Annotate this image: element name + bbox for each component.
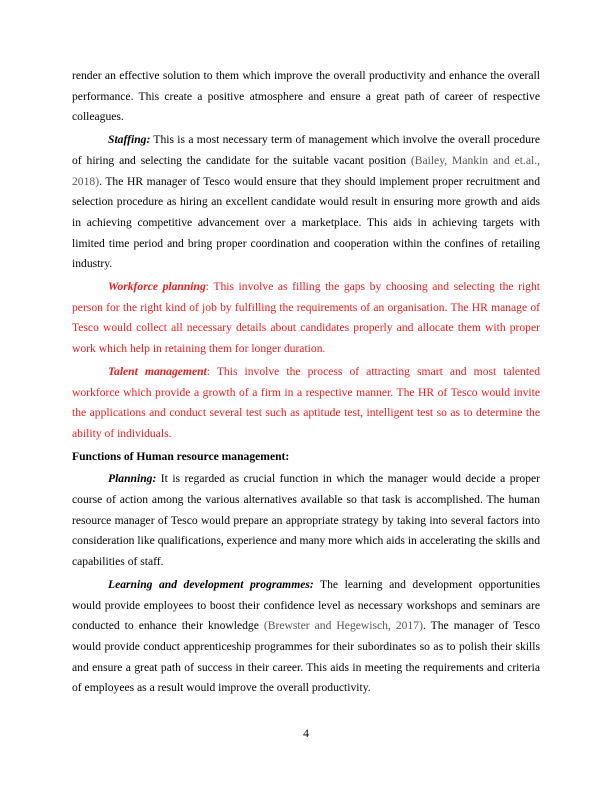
paragraph-intro bbox=[72, 66, 540, 128]
talent-management-text: : This involve the process of attracting smart and most talented workforce which provide a growth of a firm in a respective manner. The HR of Tesco would invite the applications and conduct several test such as aptitude test, intelligent test so as to determine the ability of individuals. bbox=[72, 364, 540, 440]
learning-development-term: Learning and development programmes: bbox=[108, 577, 314, 591]
staffing-text-2: . The HR manager of Tesco would ensure that they should implement proper recruitment and selection procedure as hiring an excellent candidate would result in ensuring more growth and aids in achieving competitive advancement over a marketplace. This aids in achieving targets with limited time period and bring proper coordination and cooperation within the confines of retailing industry. bbox=[72, 174, 540, 271]
paragraph-planning bbox=[72, 469, 540, 573]
section-heading: Functions of Human resource management: bbox=[72, 449, 290, 463]
learning-development-citation: (Brewster and Hegewisch, 2017) bbox=[263, 619, 423, 633]
paragraph-learning-development bbox=[72, 575, 540, 699]
workforce-planning-text: : This involve as filling the gaps by choosing and selecting the right person for the right kind of job by fulfilling the requirements of an organisation. The HR manage of Tesco would collect all necessary details about candidates properly and allocate them with proper work which help in retaining them for longer duration. bbox=[72, 280, 541, 356]
paragraph-staffing bbox=[72, 130, 540, 275]
staffing-citation: (Bailey, Mankin and et.al., 2018) bbox=[72, 153, 541, 188]
staffing-term: Staffing: bbox=[108, 133, 151, 147]
staffing-text-1: This is a most necessary term of management which involve the overall procedure of hiring and selecting the candidate for the suitable vacant position bbox=[72, 133, 540, 167]
paragraph-talent-management bbox=[72, 362, 540, 445]
talent-management-term: Talent management bbox=[108, 364, 207, 378]
learning-development-text-2: . The manager of Tesco would provide conduct apprenticeship programmes for their subordinates so as to polish their skills and ensure a great path of success in their career. This aids in meeting the requirements and criteria of employees as a result would improve the overall productivity. bbox=[72, 619, 541, 695]
document-body bbox=[72, 66, 540, 699]
planning-text: It is regarded as crucial function in which the manager would decide a proper course of action among the various alternatives available so that task is accomplished. The human resource manager of Tesco would prepare an appropriate strategy by taking into several factors into consideration like qualifications, experience and many more which aids in accelerating the skills and capabilities of staff. bbox=[72, 472, 540, 569]
paragraph-workforce-planning bbox=[72, 277, 540, 360]
learning-development-text-1: The learning and development opportunities would provide employees to boost their confidence level as necessary workshops and seminars are conducted to enhance their knowledge bbox=[72, 577, 540, 633]
paragraph-intro-text: render an effective solution to them which improve the overall productivity and enhance the overall performance. This create a positive atmosphere and ensure a great path of career of respective colleagues. bbox=[72, 69, 540, 124]
planning-term: Planning: bbox=[108, 472, 157, 486]
page-number: 4 bbox=[303, 727, 309, 740]
workforce-planning-term: Workforce planning bbox=[108, 280, 206, 294]
